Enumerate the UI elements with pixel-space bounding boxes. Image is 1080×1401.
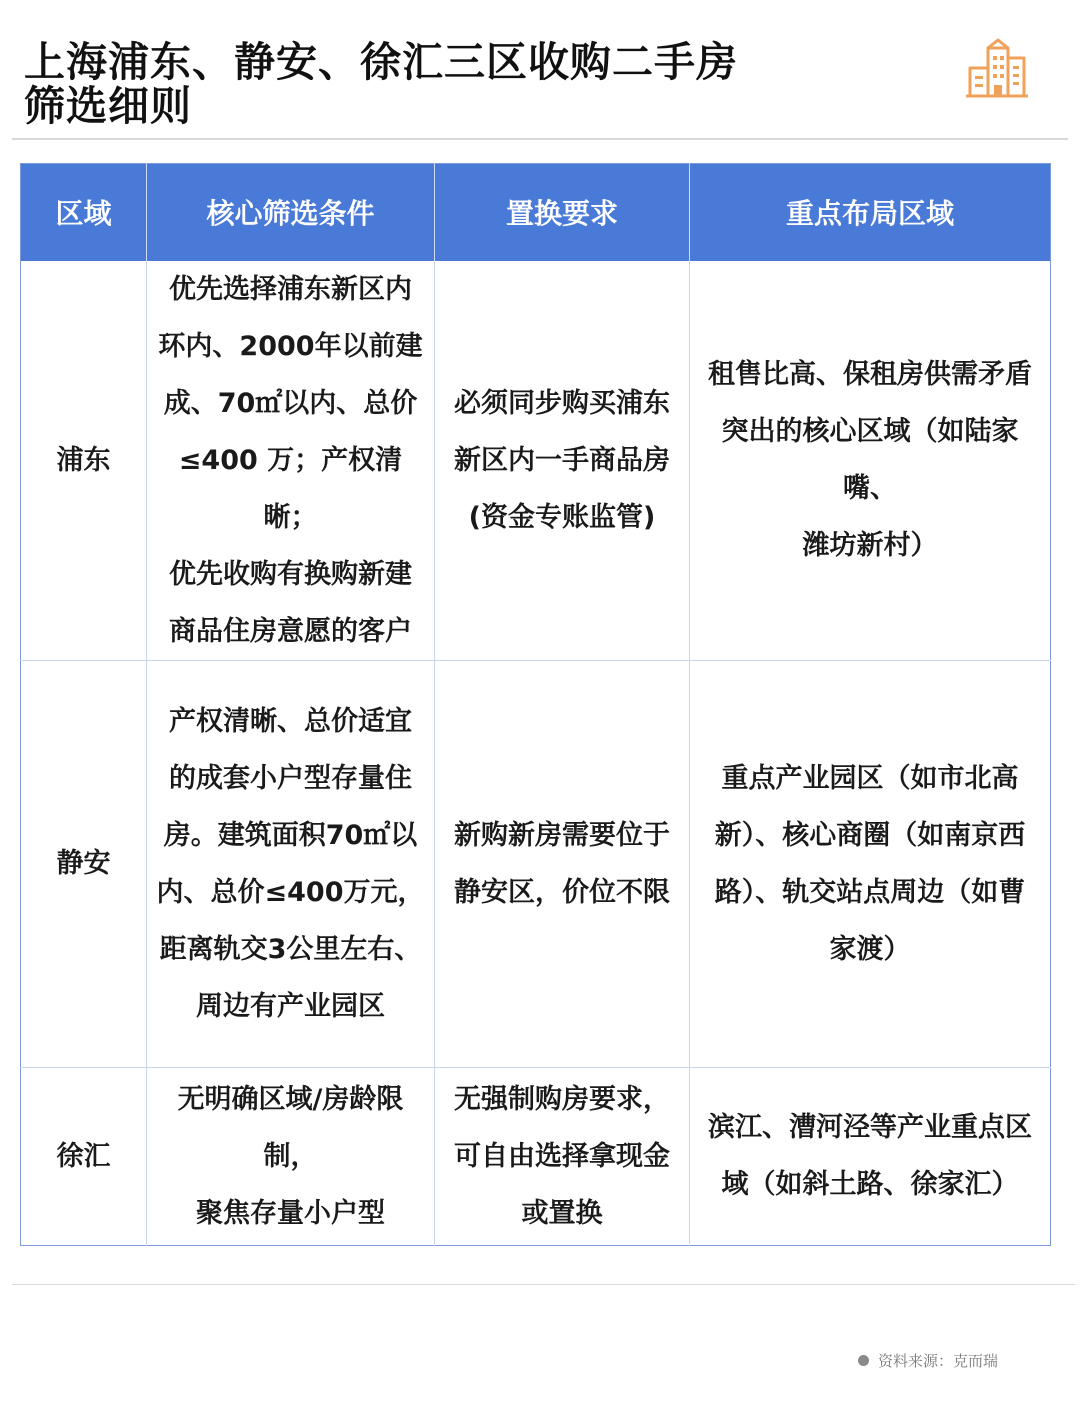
bullet-dot-icon <box>858 1355 869 1366</box>
criteria-line: 距离轨交3公里左右、 <box>159 933 422 965</box>
replacement-cell <box>435 261 690 661</box>
criteria-line: 环内、2000年以前建 <box>158 330 423 362</box>
header-divider <box>12 138 1068 140</box>
table-row-jingan <box>21 660 1051 1067</box>
criteria-line: 内、总价≤400万元， <box>156 876 425 908</box>
criteria-cell <box>147 1067 435 1245</box>
column-header-focus-area: 重点布局区域 <box>690 164 1051 261</box>
focus-area-cell <box>690 660 1051 1067</box>
footer-divider <box>12 1284 1075 1285</box>
replacement-line: 新购新房需要位于 <box>454 819 670 851</box>
focus-line: 新）、核心商圈（如南京西 <box>714 819 1026 851</box>
source-text: 资料来源：克而瑞 <box>878 1352 999 1370</box>
criteria-cell <box>147 261 435 661</box>
region-cell: 徐汇 <box>21 1067 147 1245</box>
replacement-line: 必须同步购买浦东 <box>454 387 670 419</box>
column-header-criteria: 核心筛选条件 <box>147 164 435 261</box>
criteria-line: 房。建筑面积70㎡以 <box>163 819 418 851</box>
focus-line: 重点产业园区（如市北高 <box>721 762 1019 794</box>
focus-line: 家渡） <box>829 933 911 965</box>
replacement-cell <box>435 660 690 1067</box>
title-line-1: 上海浦东、静安、徐汇三区收购二手房 <box>24 38 738 86</box>
title-line-2: 筛选细则 <box>24 82 192 130</box>
table-row-xuhui <box>21 1067 1051 1245</box>
replacement-line: 静安区，价位不限 <box>454 876 670 908</box>
replacement-line: 新区内一手商品房 <box>454 444 670 476</box>
criteria-line: 优先收购有换购新建 <box>169 558 412 590</box>
source-note <box>858 1350 998 1371</box>
focus-line: 潍坊新村） <box>802 530 938 561</box>
region-cell: 浦东 <box>21 261 147 661</box>
focus-line: 租售比高、保租房供需矛盾 <box>708 359 1032 390</box>
page-title <box>24 40 924 128</box>
focus-line: 域（如斜土路、徐家汇） <box>721 1169 1019 1200</box>
criteria-line: 周边有产业园区 <box>196 990 385 1022</box>
criteria-line: 的成套小户型存量住 <box>169 762 412 794</box>
criteria-line: ≤400 万；产权清晰； <box>178 444 403 533</box>
table-row-pudong <box>21 261 1051 661</box>
criteria-line: 商品住房意愿的客户 <box>169 615 412 647</box>
replacement-line: 可自由选择拿现金 <box>454 1140 670 1172</box>
criteria-line: 聚焦存量小户型 <box>196 1197 385 1229</box>
table-header-row <box>21 164 1051 261</box>
column-header-region: 区域 <box>21 164 147 261</box>
criteria-cell <box>147 660 435 1067</box>
criteria-line: 产权清晰、总价适宜 <box>169 705 412 737</box>
focus-line: 滨江、漕河泾等产业重点区 <box>708 1112 1032 1143</box>
building-icon <box>964 36 1030 100</box>
criteria-line: 成、70㎡以内、总价 <box>163 387 418 419</box>
column-header-replacement: 置换要求 <box>435 164 690 261</box>
replacement-line: (资金专账监管) <box>468 501 656 533</box>
region-cell: 静安 <box>21 660 147 1067</box>
focus-line: 突出的核心区域（如陆家嘴、 <box>721 416 1019 504</box>
focus-area-cell <box>690 261 1051 661</box>
focus-area-cell <box>690 1067 1051 1245</box>
replacement-line: 无强制购房要求， <box>454 1083 670 1115</box>
criteria-line: 优先选择浦东新区内 <box>169 273 412 305</box>
criteria-line: 无明确区域/房龄限制， <box>177 1083 404 1172</box>
replacement-cell <box>435 1067 690 1245</box>
replacement-line: 或置换 <box>521 1197 603 1229</box>
focus-line: 路）、轨交站点周边（如曹 <box>714 876 1026 908</box>
criteria-table <box>20 163 1051 1246</box>
